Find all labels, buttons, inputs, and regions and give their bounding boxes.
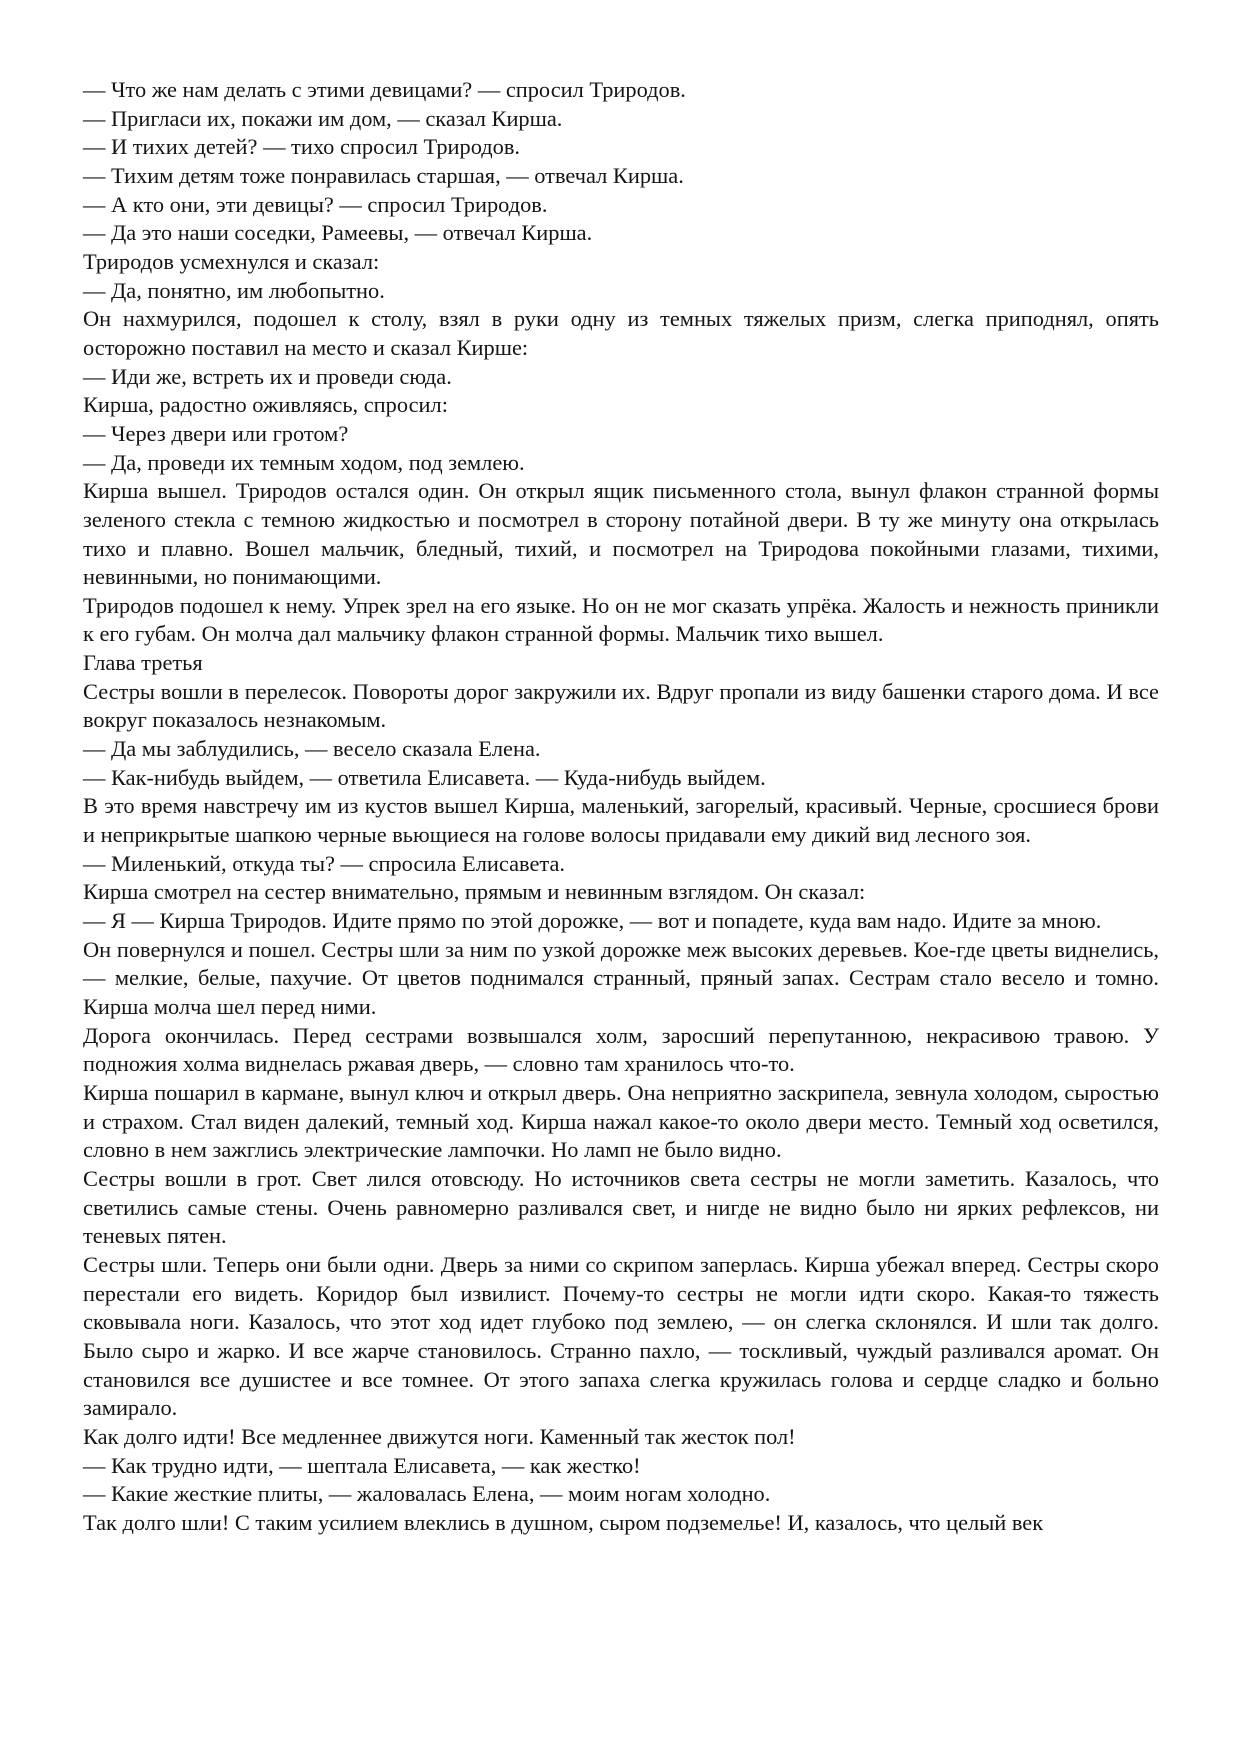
paragraph-12: — Через двери или гротом? xyxy=(83,420,349,446)
paragraph-3: — И тихих детей? — тихо спросил Триродов. xyxy=(83,134,521,160)
paragraph-11: Кирша, радостно оживляясь, спросил: xyxy=(83,392,448,418)
page-text xyxy=(83,76,1159,1537)
paragraph-9: Он нахмурился, подошел к столу, взял в руки одну из темных тяжелых призм, слегка приподнял, опять осторожно поставил на место и сказал Кирше: xyxy=(83,306,1159,360)
paragraph-7: Триродов усмехнулся и сказал: xyxy=(83,248,380,274)
paragraph-22: Кирша смотрел на сестер внимательно, прямым и невинным взглядом. Он сказал: xyxy=(83,879,866,905)
paragraph-4: — Тихим детям тоже понравилась старшая, — отвечал Кирша. xyxy=(83,162,684,188)
paragraph-20: В это время навстречу им из кустов вышел Кирша, маленький, загорелый, красивый. Черные, сросшиеся брови и неприкрытые шапкою черные вьющиеся на голове волосы придавали ему дикий вид лесного зоя. xyxy=(83,793,1159,848)
paragraph-32: Так долго шли! С таким усилием влеклись в душном, сыром подземелье! И, казалось, что целый век xyxy=(83,1509,1044,1535)
paragraph-31: — Какие жесткие плиты, — жаловалась Елена, — моим ногам холодно. xyxy=(83,1481,771,1507)
paragraph-2: — Пригласи их, покажи им дом, — сказал Кирша. xyxy=(83,105,563,131)
paragraph-24: Он повернулся и пошел. Сестры шли за ним по узкой дорожке меж высоких деревьев. Кое-где цветы виднелись, — мелкие, белые, пахучие. От цветов поднимался странный, пряный запах. Сестрам стало весело и томно. Кирша молча шел перед ними. xyxy=(83,936,1159,1019)
paragraph-5: — А кто они, эти девицы? — спросил Триродов. xyxy=(83,191,548,217)
paragraph-10: — Иди же, встреть их и проведи сюда. xyxy=(83,363,452,389)
paragraph-25: Дорога окончилась. Перед сестрами возвышался холм, заросший перепутанною, некрасивою травою. У подножия холма виднелась ржавая дверь, — словно там хранилось что-то. xyxy=(83,1022,1159,1077)
paragraph-13: — Да, проведи их темным ходом, под землею. xyxy=(83,449,525,475)
paragraph-23: — Я — Кирша Триродов. Идите прямо по этой дорожке, — вот и попадете, куда вам надо. Идите за мною. xyxy=(83,908,1102,934)
paragraph-17: Сестры вошли в перелесок. Повороты дорог закружили их. Вдруг пропали из виду башенки старого дома. И все вокруг показалось незнакомым. xyxy=(83,678,1159,733)
chapter-heading: Глава третья xyxy=(83,650,203,676)
paragraph-15: Триродов подошел к нему. Упрек зрел на его языке. Но он не мог сказать упрёка. Жалость и нежность приникли к его губам. Он молча дал мальчику флакон странной формы. Мальчик тихо вышел. xyxy=(83,592,1159,647)
paragraph-8: — Да, понятно, им любопытно. xyxy=(83,277,385,303)
paragraph-30: — Как трудно идти, — шептала Елисавета, — как жестко! xyxy=(83,1452,641,1478)
paragraph-6: — Да это наши соседки, Рамеевы, — отвечал Кирша. xyxy=(83,220,593,246)
paragraph-27: Сестры вошли в грот. Свет лился отовсюду. Но источников света сестры не могли заметить. Казалось, что светились самые стены. Очень равномерно разливался свет, и нигде не видно было ни ярких рефлексов, ни теневых пятен. xyxy=(83,1165,1159,1249)
paragraph-26: Кирша пошарил в кармане, вынул ключ и открыл дверь. Она неприятно заскрипела, зевнула холодом, сыростью и страхом. Стал виден далекий, темный ход. Кирша нажал какое-то около двери место. Темный ход осветился, словно в нем зажглись электрические лампочки. Но ламп не было видно. xyxy=(83,1079,1159,1163)
paragraph-18: — Да мы заблудились, — весело сказала Елена. xyxy=(83,736,541,762)
paragraph-19: — Как-нибудь выйдем, — ответила Елисавета. — Куда-нибудь выйдем. xyxy=(83,764,766,790)
paragraph-28: Сестры шли. Теперь они были одни. Дверь за ними со скрипом заперлась. Кирша убежал вперед. Сестры скоро перестали его видеть. Коридор был извилист. Почему-то сестры не могли идти скоро. Какая-то тяжесть сковывала ноги. Казалось, что этот ход идет глубоко под землею, — он слегка склонялся. И шли так долго. Было сыро и жарко. И все жарче становилось. Странно пахло, — тоскливый, чуждый разливался аромат. Он становился все душистее и все томнее. От этого запаха слегка кружилась голова и сердце сладко и больно замирало. xyxy=(83,1251,1159,1421)
paragraph-14: Кирша вышел. Триродов остался один. Он открыл ящик письменного стола, вынул флакон странной формы зеленого стекла с темною жидкостью и посмотрел в сторону потайной двери. В ту же минуту она открылась тихо и плавно. Вошел мальчик, бледный, тихий, и посмотрел на Триродова покойными глазами, тихими, невинными, но понимающими. xyxy=(83,478,1159,590)
paragraph-21: — Миленький, откуда ты? — спросила Елисавета. xyxy=(83,850,565,876)
paragraph-29: Как долго идти! Все медленнее движутся ноги. Каменный так жесток пол! xyxy=(83,1423,796,1449)
paragraph-1: — Что же нам делать с этими девицами? — спросил Триродов. xyxy=(83,77,686,102)
